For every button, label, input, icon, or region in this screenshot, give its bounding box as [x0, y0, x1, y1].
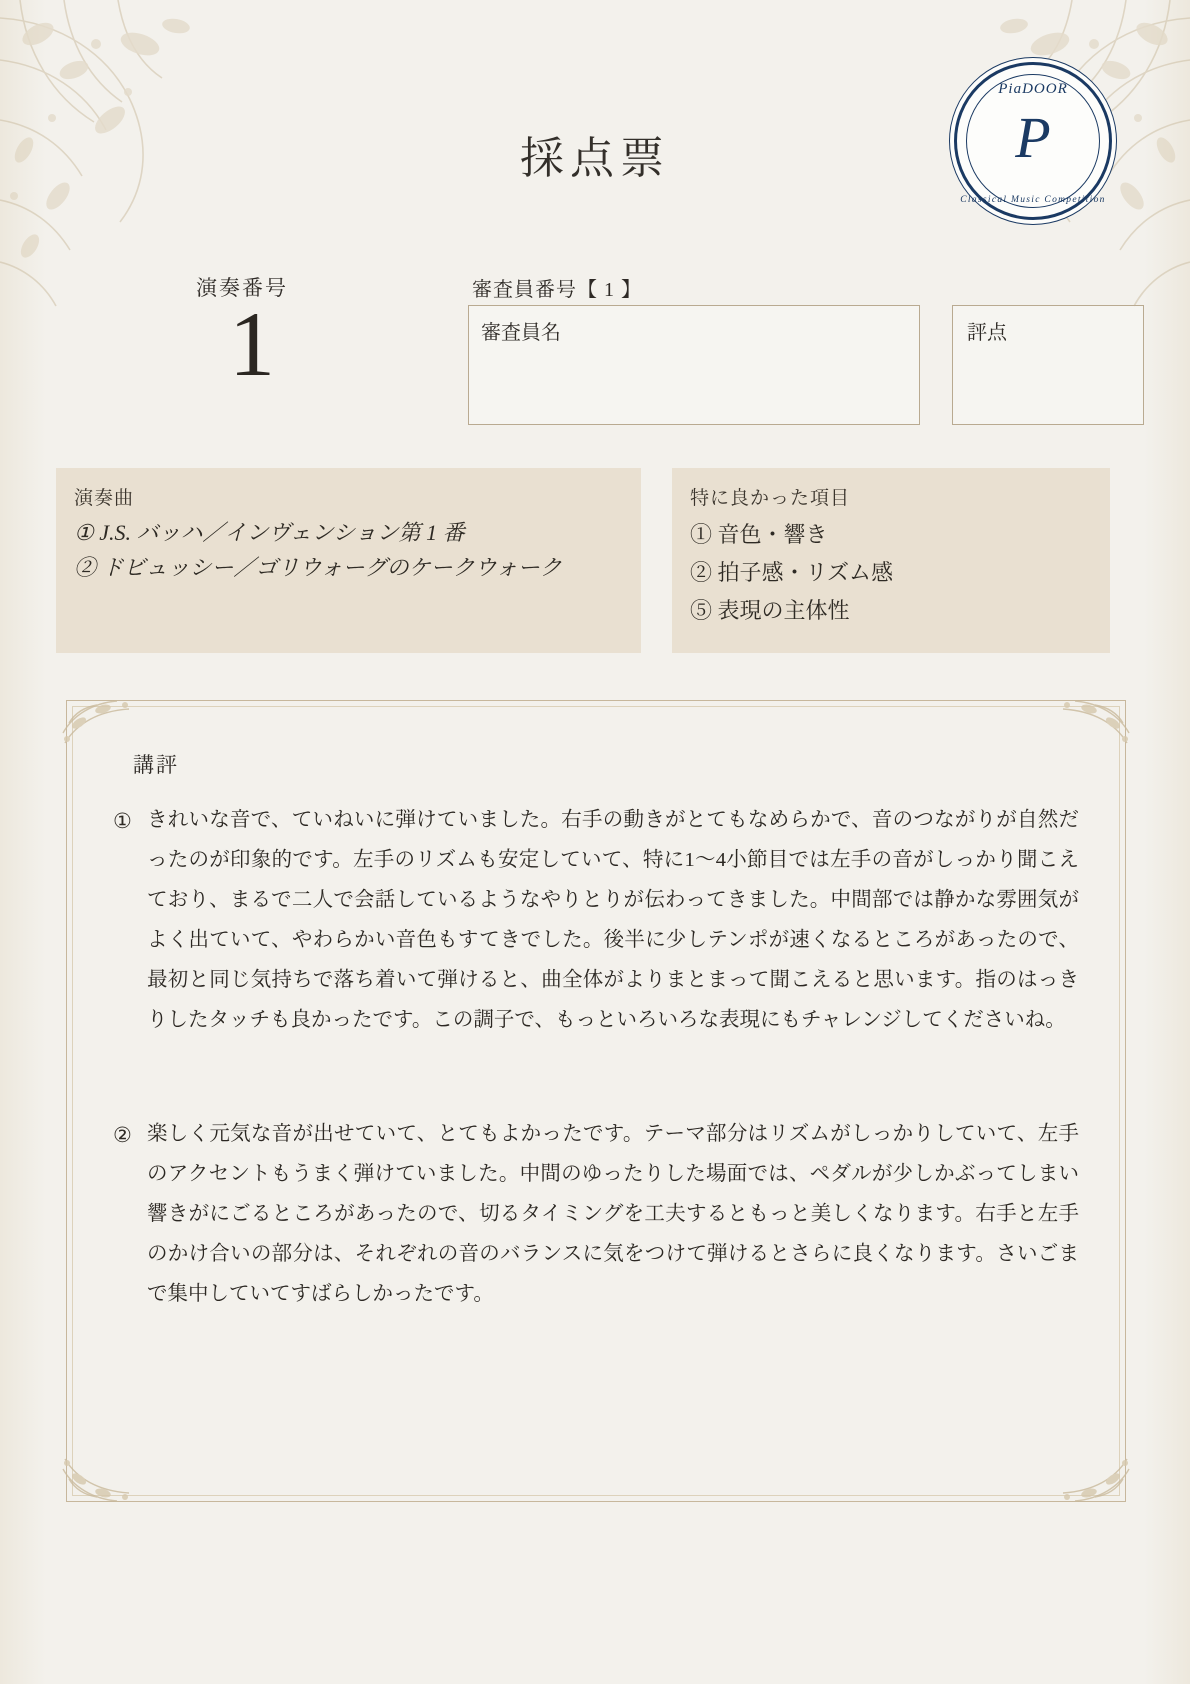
pieces-list: [74, 516, 562, 586]
performance-number-value: 1: [229, 293, 275, 395]
frame-corner-ornament-icon: [59, 1451, 145, 1509]
judge-number-label: 審査員番号【 1 】: [472, 279, 642, 301]
comment-marker: ①: [113, 809, 132, 833]
comment-frame: [66, 700, 1126, 1502]
list-item: [113, 801, 1079, 1041]
comment-marker: ②: [113, 1122, 132, 1147]
comment-text: 楽しく元気な音が出せていて、とてもよかったです。テーマ部分はリズムがしっかりしていて、左手のアクセントもうまく弾けていました。中間のゆったりした場面では、ペダルが少しかぶってしまい響きがにごるところがあったので、切るタイミングを工夫するともっと美しくなります。右手と左手のかけ合いの部分は、それぞれの音のバランスに気をつけて弾けるとさらに良くなります。さいごまで集中していてすばらしかったです。: [147, 1122, 1079, 1305]
frame-corner-ornament-icon: [1047, 693, 1133, 751]
comment-list: [113, 801, 1079, 1389]
pieces-panel: [56, 468, 641, 653]
list-item: [113, 1115, 1079, 1315]
list-item: ② 拍子感・リズム感: [690, 559, 894, 585]
judge-name-label: 審査員名: [481, 322, 561, 344]
logo-subtitle: Classical Music Competition: [960, 195, 1106, 205]
list-item: ② ドビュッシー／ゴリウォーグのケークウォーク: [74, 554, 562, 580]
list-item: ① 音色・響き: [690, 522, 828, 547]
logo-brand-text: PiaDOOR: [998, 81, 1068, 97]
frame-corner-ornament-icon: [1047, 1451, 1133, 1509]
highlights-panel-title: 特に良かった項目: [690, 488, 851, 509]
highlights-panel: [672, 468, 1110, 653]
list-item: ① J.S. バッハ／インヴェンション第 1 番: [74, 520, 465, 545]
pieces-panel-title: 演奏曲: [74, 488, 135, 509]
judge-name-field[interactable]: [468, 305, 920, 425]
performance-number-label: 演奏番号: [196, 276, 288, 300]
comment-text: きれいな音で、ていねいに弾けていました。右手の動きがとてもなめらかで、音のつながりが自然だったのが印象的です。左手のリズムも安定していて、特に1〜4小節目では左手の音がしっかり聞こえており、まるで二人で会話しているようなやりとりが伝わってきました。中間部では静かな雰囲気がよく出ていて、やわらかい音色もすてきでした。後半に少しテンポが速くなるところがあったので、最初と同じ気持ちで落ち着いて弾けると、曲全体がよりまとまって聞こえると思います。指のはっきりしたタッチも良かったです。この調子で、もっといろいろな表現にもチャレンジしてくださいね。: [147, 809, 1079, 1031]
frame-corner-ornament-icon: [59, 693, 145, 751]
highlights-list: [690, 516, 893, 629]
score-label: 評点: [967, 322, 1007, 344]
comment-heading: 講評: [133, 753, 179, 777]
list-item: ⑤ 表現の主体性: [690, 597, 850, 623]
competition-logo: [954, 62, 1112, 220]
score-field[interactable]: [952, 305, 1144, 425]
page-left-edge-shade: [0, 0, 46, 1684]
logo-monogram: P: [1015, 105, 1051, 170]
page-title: 採点票: [520, 134, 670, 183]
page-right-edge-shade: [1144, 0, 1190, 1684]
